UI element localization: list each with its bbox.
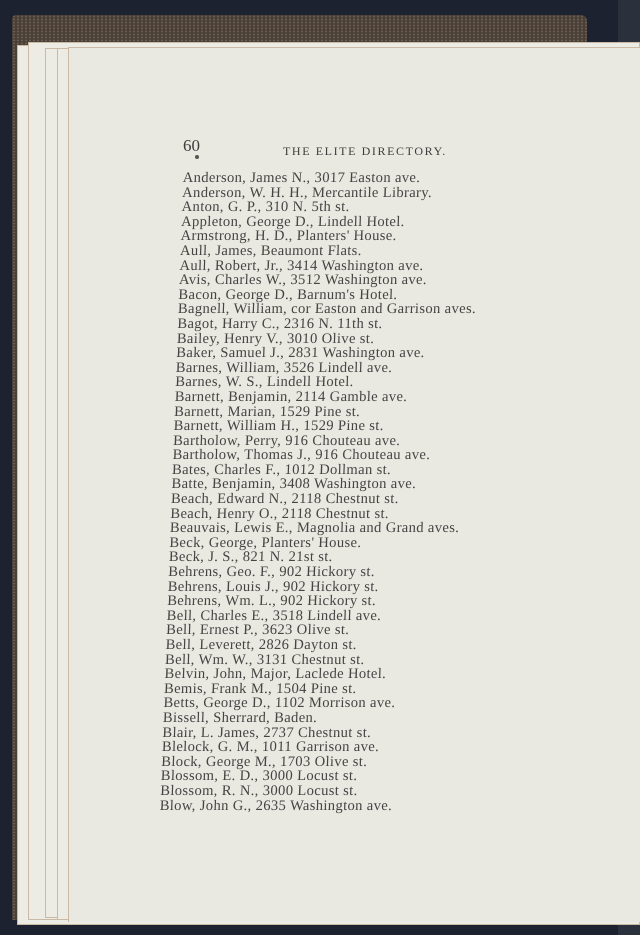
directory-entry: Bell, Wm. W., 3131 Chestnut st. xyxy=(164,651,365,668)
directory-entry: Bates, Charles F., 1012 Dollman st. xyxy=(171,461,392,478)
ink-spot xyxy=(195,155,199,159)
directory-entry: Appleton, George D., Lindell Hotel. xyxy=(180,213,405,230)
directory-entry: Behrens, Wm. L., 902 Hickory st. xyxy=(166,593,377,610)
directory-entry: Barnes, William, 3526 Lindell ave. xyxy=(175,359,393,376)
directory-entry: Beck, George, Planters' House. xyxy=(169,534,362,551)
directory-entries xyxy=(159,171,583,813)
directory-entry: Bartholow, Perry, 916 Chouteau ave. xyxy=(172,432,401,449)
directory-entry: Bell, Charles E., 3518 Lindell ave. xyxy=(166,607,382,624)
directory-entry: Barnes, W. S., Lindell Hotel. xyxy=(174,374,354,391)
directory-entry: Avis, Charles W., 3512 Washington ave. xyxy=(178,272,428,289)
directory-entry: Betts, George D., 1102 Morrison ave. xyxy=(163,695,396,712)
directory-entry: Beach, Edward N., 2118 Chestnut st. xyxy=(170,491,400,508)
directory-entry: Blair, L. James, 2737 Chestnut st. xyxy=(162,724,372,741)
directory-entry: Anderson, James N., 3017 Easton ave. xyxy=(182,170,421,186)
directory-entry: Bailey, Henry V., 3010 Olive st. xyxy=(176,330,375,347)
directory-entry: Barnett, William H., 1529 Pine st. xyxy=(173,418,385,435)
directory-entry: Anton, G. P., 310 N. 5th st. xyxy=(181,199,350,216)
directory-entry: Beauvais, Lewis E., Magnolia and Grand aves. xyxy=(169,520,460,537)
directory-entry: Blow, John G., 2635 Washington ave. xyxy=(159,797,393,814)
directory-entry: Blossom, E. D., 3000 Locust st. xyxy=(160,768,358,785)
directory-entry: Behrens, Louis J., 902 Hickory st. xyxy=(167,578,379,595)
directory-entry: Bacon, George D., Barnum's Hotel. xyxy=(178,286,398,303)
directory-entry: Bell, Ernest P., 3623 Olive st. xyxy=(165,622,350,639)
directory-entry: Bartholow, Thomas J., 916 Chouteau ave. xyxy=(172,447,431,464)
directory-entry: Bagnell, William, cor Easton and Garrison aves. xyxy=(177,301,477,318)
directory-entry: Blossom, R. N., 3000 Locust st. xyxy=(159,782,358,799)
directory-entry: Baker, Samuel J., 2831 Washington ave. xyxy=(176,345,426,362)
directory-entry: Behrens, Geo. F., 902 Hickory st. xyxy=(168,564,376,581)
directory-entry: Bemis, Frank M., 1504 Pine st. xyxy=(163,680,357,697)
directory-entry: Anderson, W. H. H., Mercantile Library. xyxy=(181,184,433,201)
directory-entry: Batte, Benjamin, 3408 Washington ave. xyxy=(171,476,417,493)
directory-entry: Aull, James, Beaumont Flats. xyxy=(179,242,363,259)
directory-entry: Bagot, Harry C., 2316 N. 11th st. xyxy=(177,315,383,332)
page-number: 60 xyxy=(183,136,200,155)
directory-entry: Blelock, G. M., 1011 Garrison ave. xyxy=(161,739,380,756)
directory-entry: Bell, Leverett, 2826 Dayton st. xyxy=(165,637,358,653)
directory-entry: Aull, Robert, Jr., 3414 Washington ave. xyxy=(179,257,424,274)
directory-entry: Block, George M., 1703 Olive st. xyxy=(161,753,368,770)
directory-entry: Belvin, John, Major, Laclede Hotel. xyxy=(164,666,387,683)
directory-entry: Barnett, Marian, 1529 Pine st. xyxy=(173,403,361,420)
directory-entry: Armstrong, H. D., Planters' House. xyxy=(180,228,397,245)
directory-entry: Beck, J. S., 821 N. 21st st. xyxy=(168,549,333,566)
directory-entry: Beach, Henry O., 2118 Chestnut st. xyxy=(170,505,390,522)
running-header: THE ELITE DIRECTORY. xyxy=(283,144,447,158)
directory-entry: Bissell, Sherrard, Baden. xyxy=(162,709,318,726)
directory-entry: Barnett, Benjamin, 2114 Gamble ave. xyxy=(174,388,408,405)
